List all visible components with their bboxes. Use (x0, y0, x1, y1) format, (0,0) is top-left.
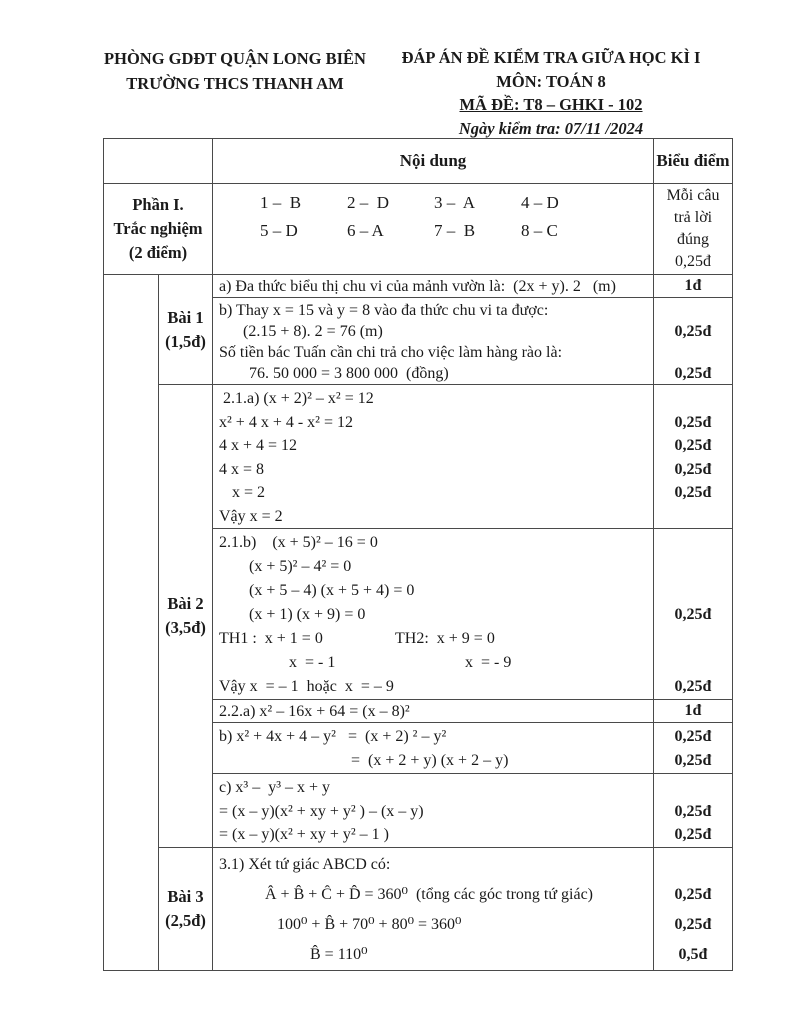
content-line: 2.1.b) (x + 5)² – 16 = 0 (219, 534, 378, 551)
bai1-row-a (104, 275, 733, 298)
points-value (656, 776, 730, 800)
content-line: (2.15 + 8). 2 = 76 (m) (243, 323, 383, 340)
header-empty-cell (104, 139, 213, 184)
content-line: c) x³ – y³ – x + y (219, 779, 331, 796)
header-exam-block (386, 46, 716, 140)
points-value: 0,25đ (674, 437, 712, 454)
bai1b-points-cell (654, 298, 733, 385)
points-value (656, 627, 730, 651)
bai-label-line: Bài 3 (167, 886, 204, 906)
answers-row-1 (219, 189, 649, 217)
school-name: TRƯỜNG THCS THANH AM (126, 74, 344, 93)
case-th1: TH1 : x + 1 = 0 (219, 630, 323, 647)
phan1-answers-cell (213, 184, 654, 275)
exam-title: ĐÁP ÁN ĐỀ KIỂM TRA GIỮA HỌC KÌ I (401, 48, 701, 67)
bai-label-line: Bài 1 (167, 307, 204, 327)
points-note-line: Mỗi câu (666, 187, 720, 204)
bai3-content-cell (213, 847, 654, 970)
content-line: 4 x = 8 (219, 460, 265, 478)
phan1-label-line: Trắc nghiệm (113, 219, 203, 238)
phan1-points-cell (654, 184, 733, 275)
solution-th1: x = - 1 (289, 654, 336, 671)
content-line: 76. 50 000 = 3 800 000 (đồng) (249, 365, 449, 382)
answer-item: 5 – D (260, 221, 298, 240)
phan1-label-cell (104, 184, 213, 275)
points-value: 0,25đ (674, 752, 712, 769)
content-line: (x + 5 – 4) (x + 5 + 4) = 0 (249, 582, 415, 599)
table-header-row (104, 139, 733, 184)
bai2-22b-points-cell (654, 723, 733, 774)
points-value: 0,25đ (674, 365, 712, 382)
points-value (656, 387, 730, 411)
points-note-line: trả lời (673, 209, 713, 226)
points-note-line: đúng (677, 231, 709, 248)
case-th2: TH2: x + 9 = 0 (395, 630, 495, 647)
bai2-21b-content-cell (213, 529, 654, 700)
bai1-label-cell (159, 275, 213, 385)
points-value: 0,25đ (674, 915, 712, 933)
answer-item: 1 – B (260, 193, 302, 212)
content-line: a) Đa thức biểu thị chu vi của mảnh vườn là: (2x + y). 2 (m) (219, 278, 616, 295)
points-value: 0,25đ (674, 413, 712, 431)
bai-label-line: (3,5đ) (165, 617, 206, 637)
points-note-line: 0,25đ (675, 253, 711, 270)
content-line: b) Thay x = 15 và y = 8 vào đa thức chu vi ta được: (219, 302, 549, 319)
content-line: 100⁰ + B̂ + 70⁰ + 80⁰ = 360⁰ (277, 915, 462, 933)
points-value (656, 505, 730, 529)
content-line: = (x – y)(x² + xy + y² – 1 ) (219, 826, 389, 843)
bai3-row (104, 847, 733, 970)
phan1-label-line: Phần I. (132, 195, 184, 214)
bai1a-content-cell (213, 275, 654, 298)
content-line: 2.2.a) x² – 16x + 64 = (x – 8)² (219, 703, 410, 720)
points-value (656, 342, 730, 363)
content-line: x = 2 (232, 484, 266, 501)
content-line: 3.1) Xét tứ giác ABCD có: (219, 855, 391, 873)
col-header-content: Nội dung (213, 139, 654, 184)
answer-item: 2 – D (347, 193, 390, 212)
content-line: Số tiền bác Tuấn cần chi trả cho việc làm hàng rào là: (219, 344, 563, 361)
bai3-points-cell (654, 847, 733, 970)
department-name: PHÒNG GDĐT QUẬN LONG BIÊN (104, 49, 366, 68)
exam-date: Ngày kiểm tra: 07/11 /2024 (458, 118, 644, 138)
bai1b-content-cell (213, 298, 654, 385)
content-line: (x + 1) (x + 9) = 0 (249, 606, 366, 623)
points-value: 1đ (654, 275, 733, 298)
content-line: (x + 5)² – 4² = 0 (249, 558, 352, 575)
bai2-label-cell (159, 385, 213, 848)
content-line: Vậy x = 2 (219, 507, 283, 525)
bai3-label-cell (159, 847, 213, 970)
content-line: B̂ = 110⁰ (310, 945, 368, 963)
bai2-21a-content-cell (213, 385, 654, 529)
content-line: 2.1.a) (x + 2)² – x² = 12 (219, 390, 374, 407)
content-line: = (x – y)(x² + xy + y² ) – (x – y) (219, 802, 424, 820)
exam-code: MÃ ĐỀ: T8 – GHKI - 102 (459, 95, 643, 114)
phan1-row (104, 184, 733, 275)
bai2-22b-content-cell (213, 723, 654, 774)
points-value (656, 300, 730, 321)
points-value: 0,25đ (674, 606, 712, 623)
points-value (656, 651, 730, 675)
bai2-21b-points-cell (654, 529, 733, 700)
points-value: 1đ (654, 700, 733, 723)
content-line: Vậy x = – 1 hoặc x = – 9 (219, 678, 394, 695)
points-value (656, 555, 730, 579)
points-value: 0,25đ (674, 885, 712, 903)
content-line: = (x + 2 + y) (x + 2 – y) (351, 752, 509, 769)
col-header-points: Biểu điểm (654, 139, 733, 184)
points-value (656, 531, 730, 555)
answer-key-table (103, 138, 733, 971)
exam-subject: MÔN: TOÁN 8 (496, 71, 606, 91)
points-value: 0,25đ (674, 728, 712, 745)
phan1-label-line: (2 điểm) (128, 243, 188, 262)
answer-item: 6 – A (347, 221, 384, 240)
points-value: 0,25đ (674, 802, 712, 820)
content-line: 4 x + 4 = 12 (219, 437, 298, 454)
content-line: b) x² + 4x + 4 – y² = (x + 2) ² – y² (219, 728, 447, 745)
answer-item: 3 – A (434, 193, 476, 212)
bai2-22c-points-cell (654, 774, 733, 848)
answer-item: 7 – B (434, 221, 476, 240)
solution-line (219, 651, 649, 675)
answer-item: 8 – C (521, 221, 558, 240)
content-line: Â + B̂ + Ĉ + D̂ = 360⁰ (tổng các góc trong tứ giác) (265, 885, 594, 903)
bai2-21a-points-cell (654, 385, 733, 529)
answer-item: 4 – D (521, 193, 559, 212)
bai-label-line: (1,5đ) (165, 331, 206, 351)
bai2-row-21a (104, 385, 733, 529)
points-value (656, 579, 730, 603)
points-value: 0,25đ (674, 484, 712, 501)
header-school-block (104, 46, 366, 96)
points-value (656, 850, 730, 880)
points-value: 0,25đ (674, 678, 712, 695)
solution-th2: x = - 9 (465, 654, 512, 671)
bai2-22c-content-cell (213, 774, 654, 848)
bai-label-line: (2,5đ) (165, 910, 206, 930)
points-value: 0,25đ (674, 460, 712, 478)
left-margin-cell (104, 275, 159, 971)
case-line (219, 627, 649, 651)
points-value: 0,25đ (674, 826, 712, 843)
bai-label-line: Bài 2 (167, 593, 204, 613)
answers-row-2 (219, 217, 649, 245)
points-value: 0,5đ (678, 945, 708, 963)
bai2-22a-content-cell (213, 700, 654, 723)
content-line: x² + 4 x + 4 - x² = 12 (219, 413, 353, 431)
points-value: 0,25đ (674, 323, 712, 340)
